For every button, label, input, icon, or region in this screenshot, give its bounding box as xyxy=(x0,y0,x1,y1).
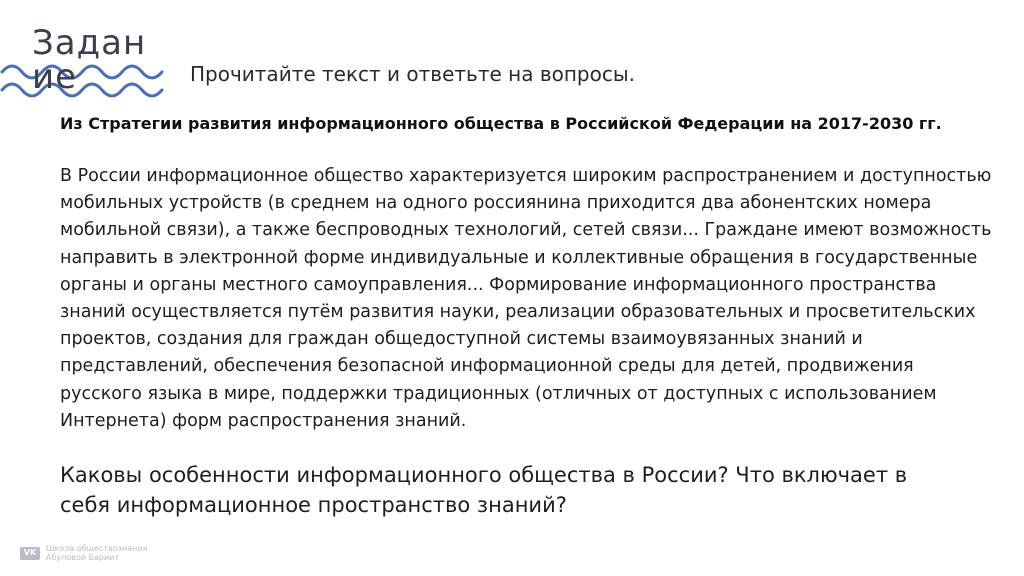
source-body-text: В России информационное общество характеризуется широким распространением и доступностью мобильных устройств (в среднем на одного россиянина приходится два абонентских номера мобильной связи), а также беспроводных технологий, сетей связи... Граждане имеют возможность направить в электронной форме индивидуальные и коллективные обращения в государственные органы и органы местного самоуправления... Формирование информационного пространства знаний осуществляется путём развития науки, реализации образовательных и просветительских проектов, создания для граждан общедоступной системы взаимоувязанных знаний и представлений, обеспечения безопасной информационной среды для детей, продвижения русского языка в мире, поддержки традиционных (отличных от доступных с использованием Интернета) форм распространения знаний. xyxy=(60,166,992,431)
brand-watermark xyxy=(20,544,147,562)
brand-text xyxy=(46,544,147,562)
slide-title: Задание xyxy=(32,23,147,97)
brand-line-2: Абуловой Бариит xyxy=(46,553,120,562)
question-text: Каковы особенности информационного общества в России? Что включает в себя информационное пространство знаний? xyxy=(60,463,908,517)
vk-icon: VK xyxy=(20,547,40,560)
brand-line-1: Школа обществознания xyxy=(46,544,148,553)
slide-subtitle: Прочитайте текст и ответьте на вопросы. xyxy=(190,62,635,86)
source-heading: Из Стратегии развития информационного общества в Российской Федерации на 2017-2030 гг. xyxy=(60,114,942,133)
